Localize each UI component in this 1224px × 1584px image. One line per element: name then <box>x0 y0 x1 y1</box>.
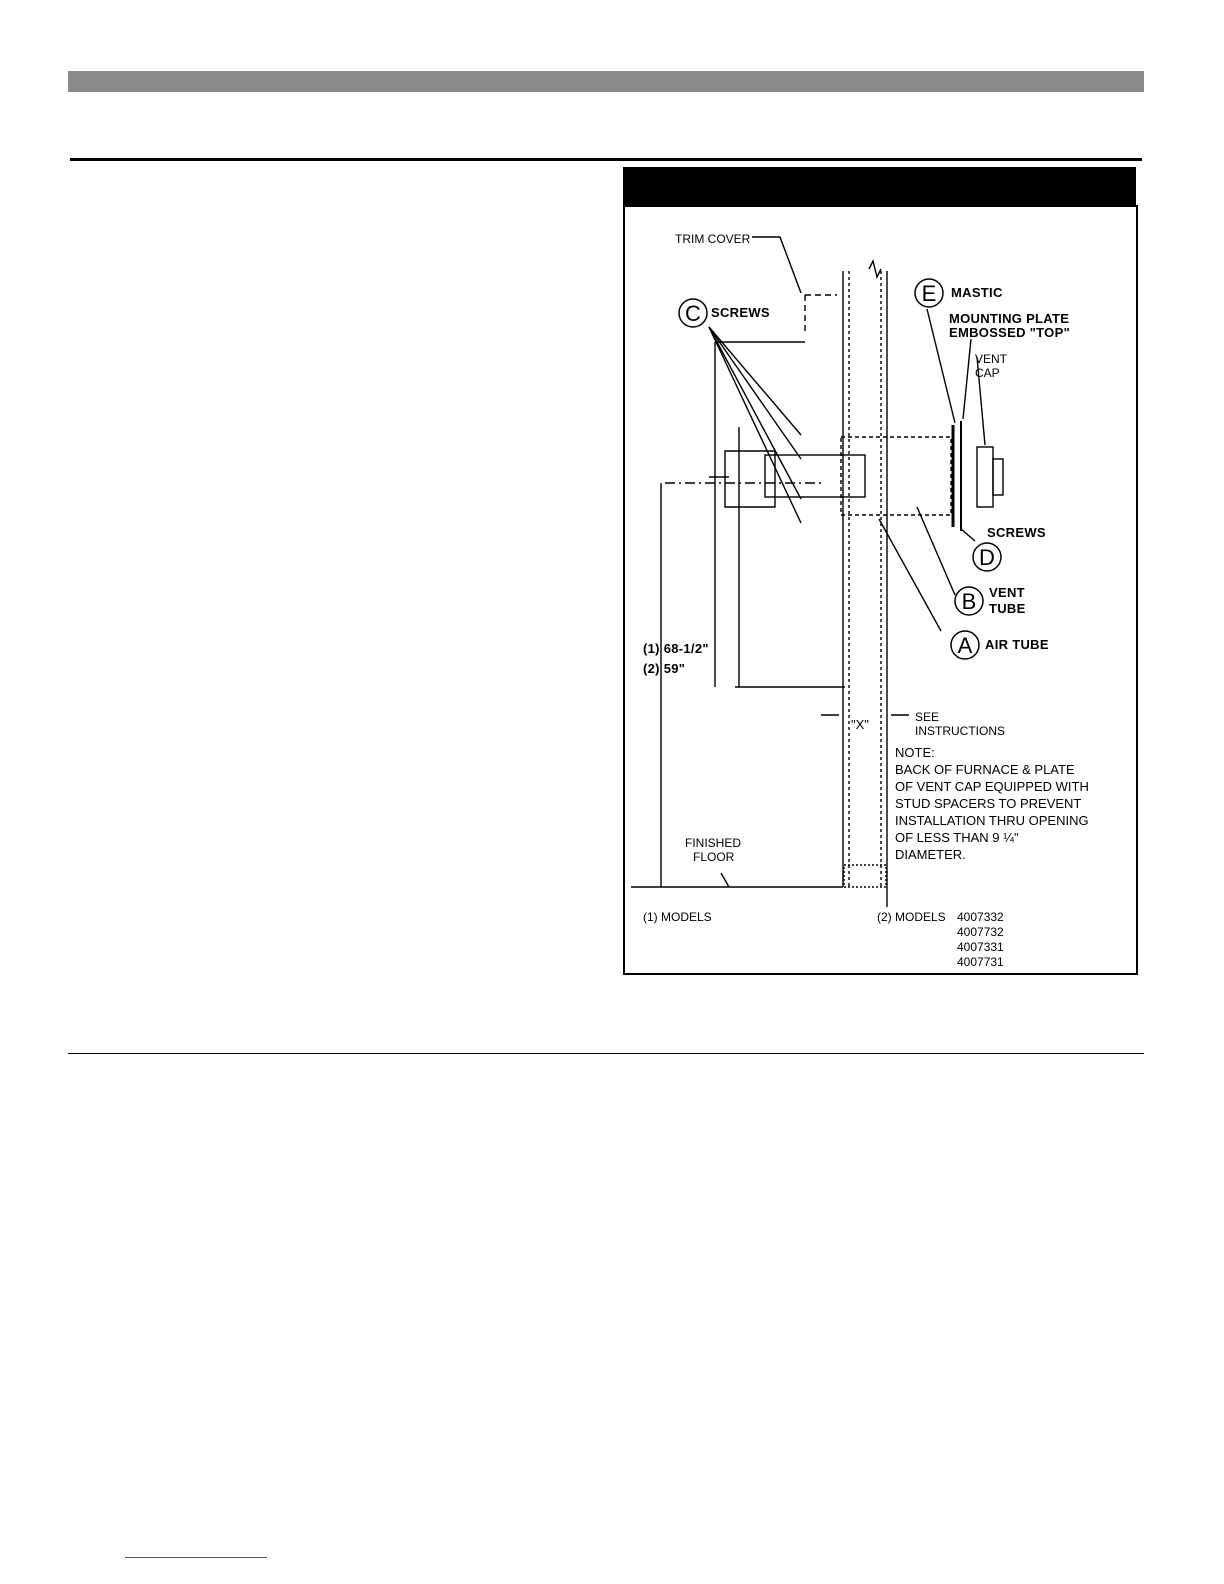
leader-screw-c4 <box>709 327 801 523</box>
header-bar <box>68 71 1144 92</box>
leader-screw-c3 <box>709 327 801 499</box>
label-dim-x: "X" <box>851 717 869 732</box>
label-height-1: (1) 68-1/2" <box>643 641 709 656</box>
vent-cap-body <box>977 447 993 507</box>
furnace-collar <box>725 451 775 507</box>
label-air-tube: AIR TUBE <box>985 637 1049 652</box>
model-number: 4007331 <box>957 940 1004 954</box>
leader-screw-c1 <box>709 327 801 435</box>
note-line-2: BACK OF FURNACE & PLATE <box>895 762 1075 777</box>
note-line-1: NOTE: <box>895 745 935 760</box>
footer-link-underline[interactable] <box>125 1557 267 1558</box>
label-mounting-plate-2: EMBOSSED "TOP" <box>949 325 1071 340</box>
note-line-4: STUD SPACERS TO PREVENT <box>895 796 1082 811</box>
label-finished-floor-1: FINISHED <box>685 836 742 850</box>
leader-air-tube <box>879 519 941 631</box>
label-trim-cover: TRIM COVER <box>675 232 751 246</box>
leader-vent-tube <box>917 507 955 595</box>
leader-trim-cover <box>752 237 801 293</box>
vent-diagram <box>625 207 1136 973</box>
label-vent-cap-1: VENT <box>975 352 1008 366</box>
vent-installation-figure <box>623 167 1138 975</box>
vent-cap-end <box>993 459 1003 495</box>
note-line-7: DIAMETER. <box>895 847 966 862</box>
leader-screws-d <box>961 529 975 541</box>
label-vent-tube-1: VENT <box>989 585 1025 600</box>
callout-b-letter: B <box>961 589 977 614</box>
model-number: 4007732 <box>957 925 1004 939</box>
label-screws-c: SCREWS <box>711 305 770 320</box>
wall-break-mark <box>869 261 881 277</box>
model-number: 4007332 <box>957 910 1004 924</box>
callout-e-letter: E <box>921 281 937 306</box>
label-vent-tube-2: TUBE <box>989 601 1026 616</box>
note-line-3: OF VENT CAP EQUIPPED WITH <box>895 779 1089 794</box>
label-vent-cap-2: CAP <box>975 366 1000 380</box>
note-line-5: INSTALLATION THRU OPENING <box>895 813 1089 828</box>
models-group-2: (2) MODELS <box>877 910 946 924</box>
leader-finished-floor <box>721 873 729 887</box>
label-finished-floor-2: FLOOR <box>693 850 735 864</box>
figure-frame <box>623 205 1138 975</box>
note-line-6: OF LESS THAN 9 ¼" <box>895 830 1019 845</box>
section-rule-bottom <box>68 1053 1144 1054</box>
air-tube-outline <box>841 437 951 515</box>
wall-base-plate <box>844 865 886 887</box>
callout-c-letter: C <box>685 301 701 326</box>
label-see-instructions-1: SEE <box>915 710 940 724</box>
callout-a-letter: A <box>957 633 973 658</box>
leader-screw-c2 <box>709 327 801 459</box>
section-rule-top <box>70 158 1142 161</box>
label-screws-d: SCREWS <box>987 525 1046 540</box>
label-mastic: MASTIC <box>951 285 1003 300</box>
figure-title-bar <box>623 167 1136 207</box>
vent-tube-inner <box>765 455 865 497</box>
models-group-1: (1) MODELS <box>643 910 712 924</box>
model-number: 4007731 <box>957 955 1004 969</box>
label-mounting-plate-1: MOUNTING PLATE <box>949 311 1070 326</box>
label-height-2: (2) 59" <box>643 661 686 676</box>
callout-d-letter: D <box>979 545 995 570</box>
label-see-instructions-2: INSTRUCTIONS <box>915 724 1005 738</box>
leader-mounting-plate <box>963 339 971 419</box>
